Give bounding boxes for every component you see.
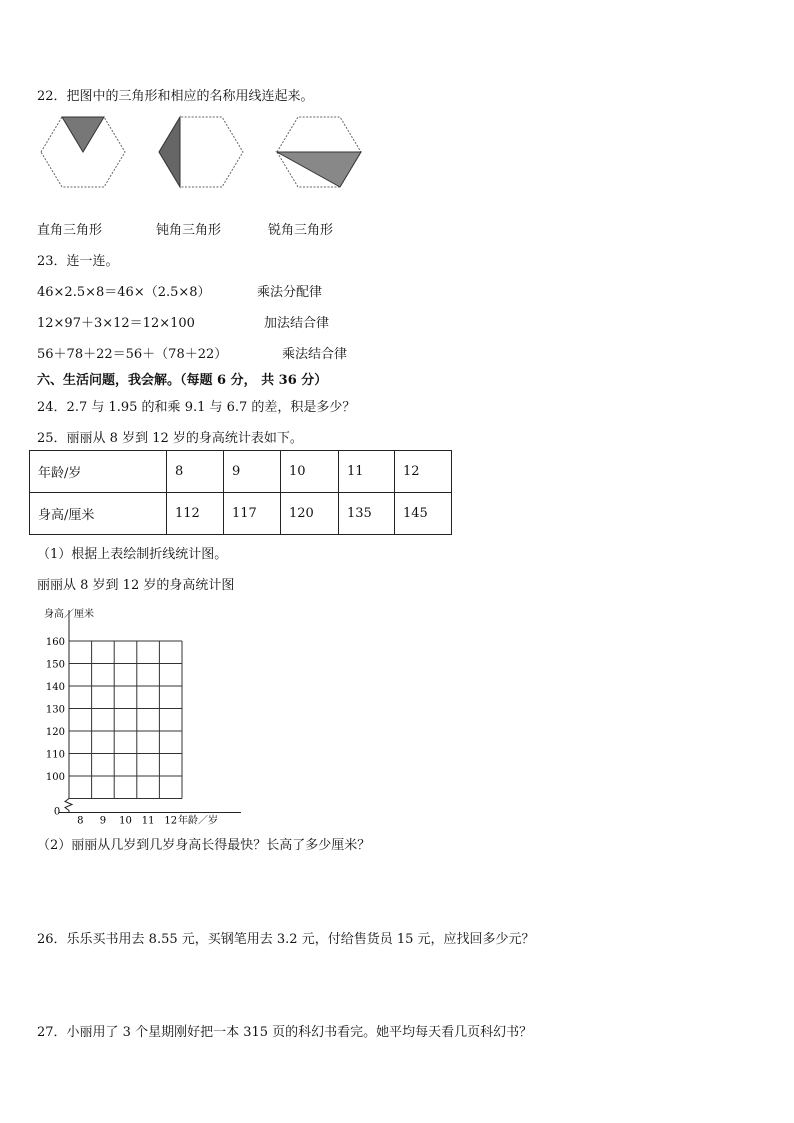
origin-label: 0 bbox=[53, 806, 61, 818]
label-right-triangle: 直角三角形 bbox=[37, 223, 103, 238]
table-cell: 12 bbox=[395, 451, 452, 493]
x-tick-label: 9 bbox=[99, 815, 107, 827]
q25-sub2: （2）丽丽从几岁到几岁身高长得最快？长高了多少厘米？ bbox=[37, 838, 371, 853]
q25-chart-title: 丽丽从 8 岁到 12 岁的身高统计图 bbox=[37, 578, 235, 593]
y-tick-label: 120 bbox=[45, 727, 65, 738]
table-cell: 11 bbox=[339, 451, 395, 493]
q26-question: 26．乐乐买书用去 8.55 元，买钢笔用去 3.2 元，付给售货员 15 元，应找回多少元？ bbox=[37, 932, 535, 947]
hexagon-figures bbox=[30, 112, 430, 202]
q25-question: 25．丽丽从 8 岁到 12 岁的身高统计表如下。 bbox=[37, 431, 303, 446]
y-axis-label: 身高／厘米 bbox=[44, 609, 94, 620]
q24-question: 24．2.7 与 1.95 的和乘 9.1 与 6.7 的差，积是多少？ bbox=[37, 400, 356, 415]
table-cell: 112 bbox=[167, 493, 224, 535]
label-obtuse-triangle: 钝角三角形 bbox=[156, 223, 222, 238]
table-row bbox=[30, 493, 452, 535]
table-cell: 135 bbox=[339, 493, 395, 535]
y-tick-label: 100 bbox=[45, 772, 65, 783]
table-cell: 145 bbox=[395, 493, 452, 535]
table-cell: 8 bbox=[167, 451, 224, 493]
x-tick-label: 11 bbox=[141, 815, 155, 827]
x-axis-label: 年龄／岁 bbox=[178, 815, 218, 827]
q23-law-3: 乘法结合律 bbox=[282, 347, 348, 362]
q23-law-1: 乘法分配律 bbox=[257, 285, 323, 300]
table-header-cell: 身高/厘米 bbox=[30, 493, 167, 535]
axis-break-zigzag bbox=[65, 799, 72, 813]
hexagon-right-triangle bbox=[41, 117, 125, 187]
q22-question: 22．把图中的三角形和相应的名称用线连起来。 bbox=[37, 89, 314, 104]
table-header-cell: 年龄/岁 bbox=[30, 451, 167, 493]
hexagon-acute-triangle bbox=[277, 117, 361, 187]
x-tick-label: 8 bbox=[77, 815, 84, 827]
label-acute-triangle: 锐角三角形 bbox=[268, 223, 334, 238]
y-tick-label: 160 bbox=[45, 637, 65, 648]
q23-expr-2: 12×97＋3×12＝12×100 bbox=[37, 316, 195, 331]
table-cell: 10 bbox=[281, 451, 339, 493]
y-tick-label: 150 bbox=[45, 659, 65, 671]
q23-expr-1: 46×2.5×8＝46×（2.5×8） bbox=[37, 285, 211, 300]
height-line-chart-grid bbox=[36, 604, 266, 827]
table-row bbox=[30, 451, 452, 493]
q23-law-2: 加法结合律 bbox=[264, 316, 330, 331]
x-tick-label: 12 bbox=[164, 815, 178, 827]
y-tick-label: 130 bbox=[45, 704, 65, 716]
hexagon-obtuse-triangle bbox=[159, 117, 243, 187]
q25-sub1: （1）根据上表绘制折线统计图。 bbox=[37, 547, 228, 562]
height-table bbox=[29, 450, 452, 535]
q27-question: 27．小丽用了 3 个星期刚好把一本 315 页的科幻书看完。她平均每天看几页科幻书？ bbox=[37, 1025, 533, 1040]
table-cell: 117 bbox=[224, 493, 281, 535]
table-cell: 9 bbox=[224, 451, 281, 493]
x-tick-label: 10 bbox=[119, 815, 132, 827]
section6-heading: 六、生活问题，我会解。（每题 6 分， 共 36 分） bbox=[37, 373, 328, 388]
q23-expr-3: 56＋78＋22＝56＋（78＋22） bbox=[37, 347, 228, 362]
y-tick-label: 140 bbox=[45, 682, 65, 693]
q23-question: 23．连一连。 bbox=[37, 254, 119, 269]
table-cell: 120 bbox=[281, 493, 339, 535]
y-tick-label: 110 bbox=[45, 749, 65, 761]
